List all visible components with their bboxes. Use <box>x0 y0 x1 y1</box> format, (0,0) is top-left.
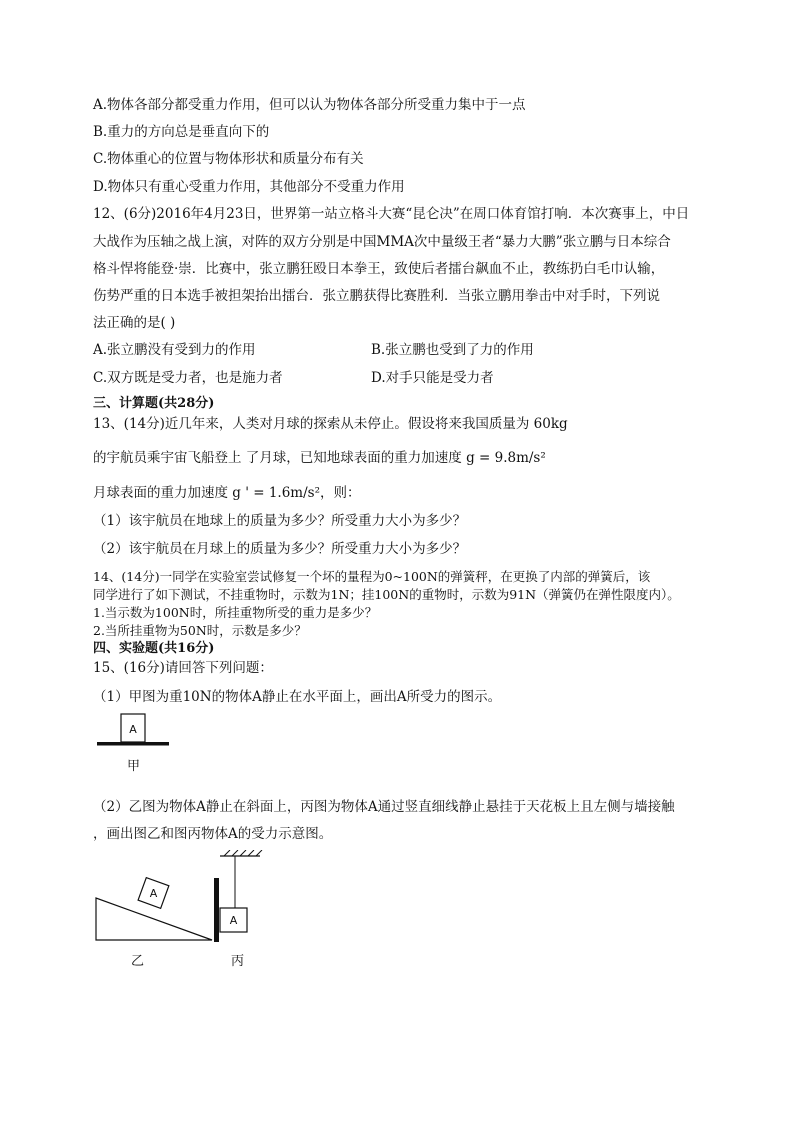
q11-option-a: A.物体各部分都受重力作用，但可以认为物体各部分所受重力集中于一点 <box>93 97 526 113</box>
q15-stem: 15、(16分)请回答下列问题： <box>93 660 273 676</box>
figure-jia <box>95 712 175 752</box>
q11-option-b: B.重力的方向总是垂直向下的 <box>93 124 270 140</box>
q13-sub2: （2）该宇航员在月球上的质量为多少？所受重力大小为多少？ <box>93 541 467 557</box>
q12-stem-line3: 格斗悍将能登·崇．比赛中，张立鹏狂殴日本拳王，致使后者擂台飙血不止，教练扔白毛巾认输， <box>93 261 665 277</box>
q12-stem-line2: 大战作为压轴之战上演，对阵的双方分别是中国MMA次中量级王者“暴力大鹏”张立鹏与日本综合 <box>93 234 671 250</box>
q14-sub2: 2.当所挂重物为50N时，示数是多少？ <box>93 623 307 638</box>
q12-stem-line5: 法正确的是( ) <box>93 315 176 331</box>
q11-option-d: D.物体只有重心受重力作用，其他部分不受重力作用 <box>93 179 405 195</box>
fig-yi-label: 乙 <box>131 954 145 969</box>
q12-stem-line1: 12、(6分)2016年4月23日，世界第一站立格斗大赛“昆仑决”在周口体育馆打响．本次赛事上，中日 <box>93 206 690 222</box>
fig-bing-block-label: A <box>229 914 238 927</box>
fig-jia-label: 甲 <box>127 759 141 774</box>
q12-option-c: C.双方既是受力者，也是施力者 <box>93 370 283 386</box>
q14-stem-line2: 同学进行了如下测试，不挂重物时，示数为1N；挂100N的重物时，示数为91N（弹簧仍在弹性限度内）。 <box>93 587 680 602</box>
section-3-heading: 三、计算题(共28分) <box>93 396 215 411</box>
figure-yi <box>92 872 217 944</box>
fig-bing-label: 丙 <box>231 954 245 969</box>
fig-jia-block-label: A <box>129 723 137 736</box>
q12-option-a: A.张立鹏没有受到力的作用 <box>93 342 256 358</box>
fig-bing-wall <box>214 878 219 942</box>
q12-stem-line4: 伤势严重的日本选手被担架抬出擂台．张立鹏获得比赛胜利．当张立鹏用拳击中对手时，下列说 <box>93 288 660 304</box>
q15-sub1: （1）甲图为重10N的物体A静止在水平面上，画出A所受力的图示。 <box>93 689 502 705</box>
q11-option-c: C.物体重心的位置与物体形状和质量分布有关 <box>93 151 364 167</box>
q14-stem-line1: 14、(14分)一同学在实验室尝试修复一个坏的量程为0~100N的弹簧秤，在更换了内部的弹簧后，该 <box>93 569 651 584</box>
section-4-heading: 四、实验题(共16分) <box>93 641 215 656</box>
fig-yi-block-label: A <box>149 886 158 900</box>
q13-stem-line1: 13、(14分)近几年来，人类对月球的探索从未停止。假设将来我国质量为 60kg <box>93 416 568 432</box>
figure-bing <box>210 850 270 945</box>
q14-sub1: 1.当示数为100N时，所挂重物所受的重力是多少？ <box>93 605 378 620</box>
q13-sub1: （1）该宇航员在地球上的质量为多少？所受重力大小为多少？ <box>93 513 467 529</box>
fig-jia-ground <box>97 742 169 746</box>
q12-option-d: D.对手只能是受力者 <box>371 370 494 386</box>
q13-stem-line2: 的宇航员乘宇宙飞船登上 了月球，已知地球表面的重力加速度 g = 9.8m/s² <box>93 450 546 466</box>
q15-sub2-line2: ，画出图乙和图丙物体A的受力示意图。 <box>93 826 333 842</box>
q15-sub2-line1: （2）乙图为物体A静止在斜面上，丙图为物体A通过竖直细线静止悬挂于天花板上且左侧与墙接触 <box>93 799 675 815</box>
q12-option-b: B.张立鹏也受到了力的作用 <box>371 342 534 358</box>
q13-stem-line3: 月球表面的重力加速度 g ' = 1.6m/s²，则： <box>93 485 361 501</box>
